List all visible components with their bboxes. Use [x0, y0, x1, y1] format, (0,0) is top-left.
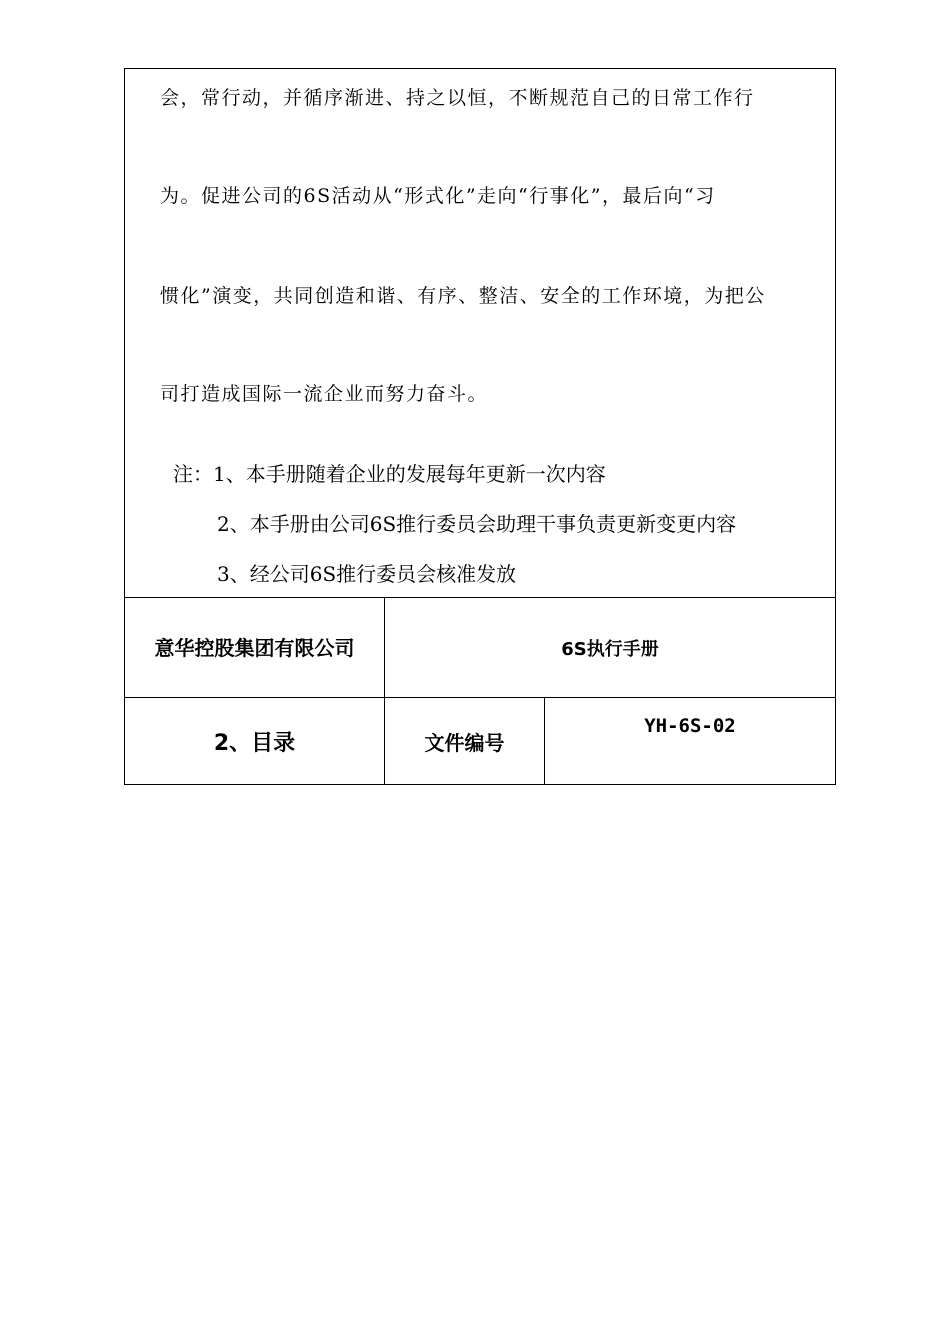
note-line-2: 2、本手册由公司6S推行委员会助理干事负责更新变更内容 [217, 512, 737, 536]
document-frame [124, 68, 836, 785]
paragraph-line: 会，常行动，并循序渐进、持之以恒，不断规范自己的日常工作行 [160, 87, 755, 109]
section-title-text: 2、目录 [213, 731, 296, 756]
manual-title [385, 598, 835, 697]
company-name-text: 意华控股集团有限公司 [154, 635, 355, 660]
paragraph-line: 为。促进公司的6S活动从“形式化”走向“行事化”，最后向“习 [160, 185, 716, 207]
section-title [125, 698, 384, 785]
file-number-value [545, 698, 835, 785]
note-line-3: 3、经公司6S推行委员会核准发放 [217, 562, 517, 586]
file-number-value-text: YH-6S-02 [644, 715, 736, 737]
company-name [125, 598, 384, 697]
paragraph-line: 司打造成国际一流企业而努力奋斗。 [160, 383, 489, 405]
body-text-cell [125, 69, 835, 597]
file-number-label-text: 文件编号 [424, 731, 505, 755]
paragraph-line: 惯化”演变，共同创造和谐、有序、整洁、安全的工作环境，为把公 [160, 285, 766, 307]
manual-title-text: 6S执行手册 [561, 638, 659, 660]
note-line-1: 注：1、本手册随着企业的发展每年更新一次内容 [173, 462, 606, 486]
file-number-label [385, 698, 544, 785]
